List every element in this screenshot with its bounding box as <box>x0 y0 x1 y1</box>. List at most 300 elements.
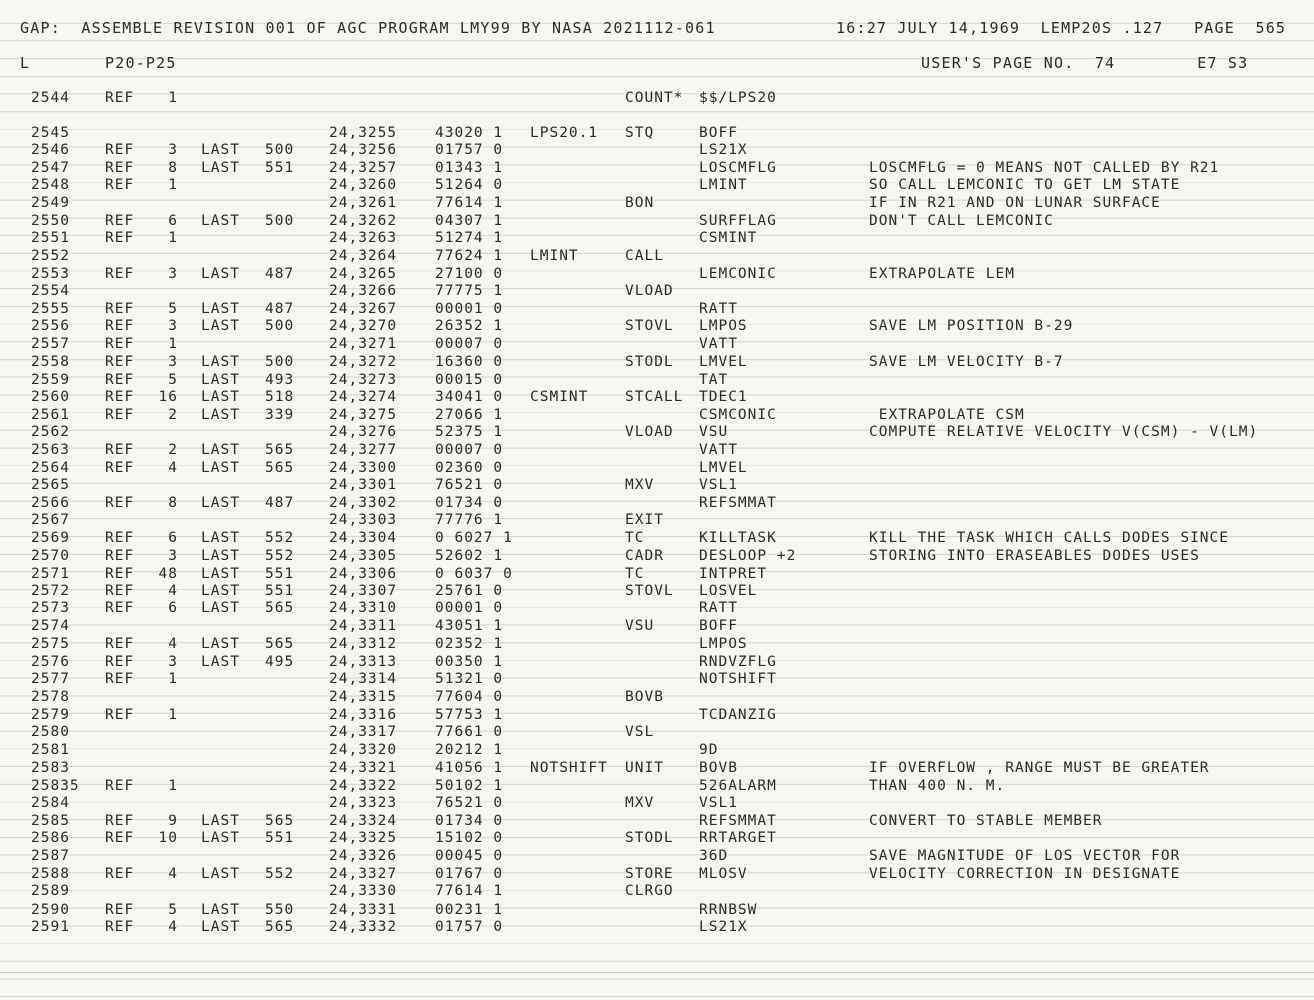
address: 24,3332 <box>329 919 398 935</box>
line-number: 2564 <box>31 460 70 476</box>
last-marker: LAST <box>201 530 240 546</box>
ref-count: 1 <box>168 707 178 723</box>
address: 24,3262 <box>329 213 398 229</box>
octal-code: 43020 1 <box>435 125 504 141</box>
line-number: 2571 <box>31 566 70 582</box>
address: 24,3320 <box>329 742 398 758</box>
line-number: 2558 <box>31 354 70 370</box>
header-title: GAP: ASSEMBLE REVISION 001 OF AGC PROGRAM LMY99 BY NASA 2021112-061 <box>20 19 716 37</box>
ref-marker: REF <box>105 566 135 582</box>
octal-code: 77661 0 <box>435 724 504 740</box>
octal-code: 0 6037 0 <box>435 566 513 582</box>
address: 24,3312 <box>329 636 398 652</box>
line-number: 2576 <box>31 654 70 670</box>
comment: DON'T CALL LEMCONIC <box>869 213 1054 229</box>
last-line: 487 <box>265 495 295 511</box>
listing-line <box>0 688 1314 706</box>
last-line: 487 <box>265 301 295 317</box>
operand: VSU <box>699 424 729 440</box>
octal-code: 51274 1 <box>435 230 504 246</box>
octal-code: 77604 0 <box>435 689 504 705</box>
octal-code: 16360 0 <box>435 354 504 370</box>
address: 24,3271 <box>329 336 398 352</box>
line-number: 2569 <box>31 530 70 546</box>
ref-marker: REF <box>105 213 135 229</box>
octal-code: 51264 0 <box>435 177 504 193</box>
ref-marker: REF <box>105 866 135 882</box>
last-marker: LAST <box>201 460 240 476</box>
operand: MLOSV <box>699 866 748 882</box>
listing-line <box>0 141 1314 159</box>
address: 24,3315 <box>329 689 398 705</box>
operand: LMVEL <box>699 354 748 370</box>
listing-line <box>0 406 1314 424</box>
address: 24,3310 <box>329 600 398 616</box>
line-number: 2560 <box>31 389 70 405</box>
address: 24,3325 <box>329 830 398 846</box>
operand: TAT <box>699 372 729 388</box>
ref-marker: REF <box>105 830 135 846</box>
ref-marker: REF <box>105 636 135 652</box>
operand: LEMCONIC <box>699 266 777 282</box>
opcode: VSL <box>625 724 655 740</box>
address: 24,3255 <box>329 125 398 141</box>
last-line: 493 <box>265 372 295 388</box>
last-line: 500 <box>265 213 295 229</box>
operand: TCDANZIG <box>699 707 777 723</box>
octal-code: 01734 0 <box>435 495 504 511</box>
octal-code: 20212 1 <box>435 742 504 758</box>
line-number: 2548 <box>31 177 70 193</box>
line-number: 2559 <box>31 372 70 388</box>
operand: LMVEL <box>699 460 748 476</box>
address: 24,3326 <box>329 848 398 864</box>
address: 24,3307 <box>329 583 398 599</box>
last-marker: LAST <box>201 813 240 829</box>
listing-line <box>0 653 1314 671</box>
line-number: 2574 <box>31 618 70 634</box>
operand: KILLTASK <box>699 530 777 546</box>
line-number: 2585 <box>31 813 70 829</box>
address: 24,3322 <box>329 778 398 794</box>
header-user-page: USER'S PAGE NO. 74 E7 S3 <box>921 54 1249 72</box>
octal-code: 76521 0 <box>435 795 504 811</box>
octal-code: 15102 0 <box>435 830 504 846</box>
last-line: 551 <box>265 566 295 582</box>
address: 24,3261 <box>329 195 398 211</box>
octal-code: 01757 0 <box>435 919 504 935</box>
ref-count: 3 <box>168 142 178 158</box>
operand: REFSMMAT <box>699 813 777 829</box>
last-marker: LAST <box>201 213 240 229</box>
operand: LOSCMFLG <box>699 160 777 176</box>
listing-line <box>0 388 1314 406</box>
operand: LMPOS <box>699 636 748 652</box>
operand: BOFF <box>699 618 738 634</box>
ref-count: 5 <box>168 902 178 918</box>
last-line: 565 <box>265 460 295 476</box>
opcode: CLRGO <box>625 883 674 899</box>
ref-marker: REF <box>105 583 135 599</box>
header-line-1 <box>0 19 1314 37</box>
listing-line <box>0 759 1314 777</box>
octal-code: 00007 0 <box>435 442 504 458</box>
address: 24,3276 <box>329 424 398 440</box>
last-line: 518 <box>265 389 295 405</box>
last-line: 565 <box>265 636 295 652</box>
label: LMINT <box>530 248 579 264</box>
label: NOTSHIFT <box>530 760 608 776</box>
octal-code: 50102 1 <box>435 778 504 794</box>
last-marker: LAST <box>201 354 240 370</box>
line-number: 2561 <box>31 407 70 423</box>
listing-line <box>0 706 1314 724</box>
octal-code: 0 6027 1 <box>435 530 513 546</box>
ref-marker: REF <box>105 778 135 794</box>
opcode: STCALL <box>625 389 684 405</box>
operand: 9D <box>699 742 719 758</box>
operand: BOFF <box>699 125 738 141</box>
listing-line <box>0 423 1314 441</box>
line-number: 2566 <box>31 495 70 511</box>
line-number: 2579 <box>31 707 70 723</box>
address: 24,3260 <box>329 177 398 193</box>
comment: EXTRAPOLATE CSM <box>869 407 1025 423</box>
line-number: 2554 <box>31 283 70 299</box>
comment: THAN 400 N. M. <box>869 778 1006 794</box>
ref-count: 5 <box>168 372 178 388</box>
opcode: CALL <box>625 248 664 264</box>
operand: CSMCONIC <box>699 407 777 423</box>
header-type: L <box>20 54 31 72</box>
operand: LOSVEL <box>699 583 758 599</box>
address: 24,3267 <box>329 301 398 317</box>
address: 24,3273 <box>329 372 398 388</box>
operand: TDEC1 <box>699 389 748 405</box>
operand: DESLOOP +2 <box>699 548 797 564</box>
header-timestamp-page: 16:27 JULY 14,1969 LEMP20S .127 PAGE 565 <box>836 19 1287 37</box>
label: CSMINT <box>530 389 589 405</box>
listing-line <box>0 317 1314 335</box>
ref-marker: REF <box>105 548 135 564</box>
last-marker: LAST <box>201 372 240 388</box>
ref-marker: REF <box>105 266 135 282</box>
listing-line <box>0 89 1314 107</box>
ref-count: 3 <box>168 654 178 670</box>
address: 24,3270 <box>329 318 398 334</box>
opcode: UNIT <box>625 760 664 776</box>
address: 24,3257 <box>329 160 398 176</box>
octal-code: 01767 0 <box>435 866 504 882</box>
line-number: 2572 <box>31 583 70 599</box>
listing-line <box>0 882 1314 900</box>
listing-line <box>0 494 1314 512</box>
opcode: EXIT <box>625 512 664 528</box>
line-number: 2544 <box>31 90 70 106</box>
listing-line <box>0 812 1314 830</box>
ref-marker: REF <box>105 160 135 176</box>
ref-count: 4 <box>168 460 178 476</box>
last-marker: LAST <box>201 600 240 616</box>
opcode: STOVL <box>625 583 674 599</box>
line-number: 2545 <box>31 125 70 141</box>
address: 24,3263 <box>329 230 398 246</box>
ref-count: 4 <box>168 583 178 599</box>
address: 24,3303 <box>329 512 398 528</box>
listing-line <box>0 124 1314 142</box>
listing-line <box>0 565 1314 583</box>
last-marker: LAST <box>201 407 240 423</box>
opcode: TC <box>625 530 645 546</box>
opcode: STODL <box>625 354 674 370</box>
last-marker: LAST <box>201 548 240 564</box>
ref-count: 4 <box>168 636 178 652</box>
ref-marker: REF <box>105 389 135 405</box>
address: 24,3331 <box>329 902 398 918</box>
line-number: 25835 <box>31 778 80 794</box>
listing-line <box>0 529 1314 547</box>
last-line: 487 <box>265 266 295 282</box>
last-line: 500 <box>265 318 295 334</box>
line-number: 2565 <box>31 477 70 493</box>
address: 24,3316 <box>329 707 398 723</box>
opcode: CADR <box>625 548 664 564</box>
listing-line <box>0 159 1314 177</box>
operand: RNDVZFLG <box>699 654 777 670</box>
ref-marker: REF <box>105 301 135 317</box>
operand: BOVB <box>699 760 738 776</box>
line-number: 2584 <box>31 795 70 811</box>
listing-line <box>0 918 1314 936</box>
comment: LOSCMFLG = 0 MEANS NOT CALLED BY R21 <box>869 160 1220 176</box>
ref-marker: REF <box>105 142 135 158</box>
operand: VATT <box>699 336 738 352</box>
ref-marker: REF <box>105 707 135 723</box>
ref-count: 2 <box>168 442 178 458</box>
operand: RRNBSW <box>699 902 758 918</box>
listing-line <box>0 300 1314 318</box>
ref-count: 1 <box>168 90 178 106</box>
last-line: 500 <box>265 142 295 158</box>
header-line-2 <box>0 54 1314 72</box>
operand: VSL1 <box>699 795 738 811</box>
operand: INTPRET <box>699 566 768 582</box>
listing-line <box>0 617 1314 635</box>
octal-code: 52375 1 <box>435 424 504 440</box>
ref-count: 3 <box>168 266 178 282</box>
operand: NOTSHIFT <box>699 671 777 687</box>
line-number: 2567 <box>31 512 70 528</box>
octal-code: 01343 1 <box>435 160 504 176</box>
address: 24,3323 <box>329 795 398 811</box>
octal-code: 00001 0 <box>435 600 504 616</box>
line-number: 2578 <box>31 689 70 705</box>
last-line: 552 <box>265 548 295 564</box>
opcode: VLOAD <box>625 424 674 440</box>
line-number: 2562 <box>31 424 70 440</box>
comment: COMPUTE RELATIVE VELOCITY V(CSM) - V(LM) <box>869 424 1259 440</box>
line-number: 2553 <box>31 266 70 282</box>
operand: 36D <box>699 848 729 864</box>
opcode: COUNT* <box>625 90 684 106</box>
operand: CSMINT <box>699 230 758 246</box>
address: 24,3324 <box>329 813 398 829</box>
octal-code: 00001 0 <box>435 301 504 317</box>
ref-count: 3 <box>168 318 178 334</box>
octal-code: 27100 0 <box>435 266 504 282</box>
listing-line <box>0 176 1314 194</box>
last-line: 551 <box>265 160 295 176</box>
last-line: 565 <box>265 600 295 616</box>
octal-code: 77614 1 <box>435 195 504 211</box>
opcode: MXV <box>625 477 655 493</box>
opcode: STORE <box>625 866 674 882</box>
ref-count: 3 <box>168 354 178 370</box>
line-number: 2546 <box>31 142 70 158</box>
opcode: STQ <box>625 125 655 141</box>
ref-marker: REF <box>105 318 135 334</box>
ref-marker: REF <box>105 902 135 918</box>
octal-code: 01757 0 <box>435 142 504 158</box>
label: LPS20.1 <box>530 125 599 141</box>
comment: SAVE LM POSITION B-29 <box>869 318 1074 334</box>
address: 24,3306 <box>329 566 398 582</box>
listing-line <box>0 441 1314 459</box>
operand: LS21X <box>699 919 748 935</box>
last-marker: LAST <box>201 495 240 511</box>
address: 24,3327 <box>329 866 398 882</box>
ref-marker: REF <box>105 372 135 388</box>
address: 24,3313 <box>329 654 398 670</box>
octal-code: 41056 1 <box>435 760 504 776</box>
octal-code: 27066 1 <box>435 407 504 423</box>
ref-count: 3 <box>168 548 178 564</box>
listing-line <box>0 847 1314 865</box>
line-number: 2552 <box>31 248 70 264</box>
octal-code: 00007 0 <box>435 336 504 352</box>
operand: VSL1 <box>699 477 738 493</box>
address: 24,3265 <box>329 266 398 282</box>
operand: $$/LPS20 <box>699 90 777 106</box>
opcode: STODL <box>625 830 674 846</box>
address: 24,3311 <box>329 618 398 634</box>
ref-count: 1 <box>168 230 178 246</box>
line-number: 2586 <box>31 830 70 846</box>
ref-marker: REF <box>105 177 135 193</box>
last-marker: LAST <box>201 160 240 176</box>
last-line: 551 <box>265 830 295 846</box>
ref-marker: REF <box>105 530 135 546</box>
comment: IF OVERFLOW , RANGE MUST BE GREATER <box>869 760 1210 776</box>
octal-code: 52602 1 <box>435 548 504 564</box>
opcode: MXV <box>625 795 655 811</box>
line-number: 2587 <box>31 848 70 864</box>
line-number: 2577 <box>31 671 70 687</box>
octal-code: 26352 1 <box>435 318 504 334</box>
header-section: P20-P25 <box>105 54 177 72</box>
listing-line <box>0 777 1314 795</box>
operand: LMINT <box>699 177 748 193</box>
octal-code: 77614 1 <box>435 883 504 899</box>
ref-marker: REF <box>105 813 135 829</box>
line-number: 2581 <box>31 742 70 758</box>
ref-count: 1 <box>168 778 178 794</box>
line-number: 2580 <box>31 724 70 740</box>
operand: RRTARGET <box>699 830 777 846</box>
ref-marker: REF <box>105 90 135 106</box>
last-line: 500 <box>265 354 295 370</box>
last-marker: LAST <box>201 389 240 405</box>
line-number: 2556 <box>31 318 70 334</box>
comment: SO CALL LEMCONIC TO GET LM STATE <box>869 177 1181 193</box>
last-marker: LAST <box>201 566 240 582</box>
last-line: 552 <box>265 866 295 882</box>
listing-line <box>0 335 1314 353</box>
last-line: 550 <box>265 902 295 918</box>
octal-code: 43051 1 <box>435 618 504 634</box>
listing-line <box>0 194 1314 212</box>
listing-line <box>0 599 1314 617</box>
ref-count: 8 <box>168 495 178 511</box>
octal-code: 02360 0 <box>435 460 504 476</box>
octal-code: 57753 1 <box>435 707 504 723</box>
listing-line <box>0 723 1314 741</box>
ref-count: 6 <box>168 600 178 616</box>
octal-code: 00231 1 <box>435 902 504 918</box>
octal-code: 01734 0 <box>435 813 504 829</box>
opcode: VLOAD <box>625 283 674 299</box>
listing-line <box>0 212 1314 230</box>
operand: SURFFLAG <box>699 213 777 229</box>
line-number: 2583 <box>31 760 70 776</box>
octal-code: 00045 0 <box>435 848 504 864</box>
line-number: 2547 <box>31 160 70 176</box>
last-line: 552 <box>265 530 295 546</box>
last-line: 495 <box>265 654 295 670</box>
ref-count: 1 <box>168 336 178 352</box>
listing-line <box>0 670 1314 688</box>
octal-code: 04307 1 <box>435 213 504 229</box>
octal-code: 77775 1 <box>435 283 504 299</box>
line-number: 2575 <box>31 636 70 652</box>
address: 24,3277 <box>329 442 398 458</box>
address: 24,3266 <box>329 283 398 299</box>
address: 24,3314 <box>329 671 398 687</box>
comment: IF IN R21 AND ON LUNAR SURFACE <box>869 195 1161 211</box>
octal-code: 34041 0 <box>435 389 504 405</box>
opcode: STOVL <box>625 318 674 334</box>
address: 24,3302 <box>329 495 398 511</box>
ref-count: 1 <box>168 177 178 193</box>
address: 24,3264 <box>329 248 398 264</box>
address: 24,3304 <box>329 530 398 546</box>
last-marker: LAST <box>201 318 240 334</box>
last-line: 565 <box>265 919 295 935</box>
line-number: 2563 <box>31 442 70 458</box>
ref-marker: REF <box>105 495 135 511</box>
address: 24,3300 <box>329 460 398 476</box>
ref-marker: REF <box>105 919 135 935</box>
listing-line <box>0 865 1314 883</box>
listing-line <box>0 547 1314 565</box>
ref-marker: REF <box>105 460 135 476</box>
comment: EXTRAPOLATE LEM <box>869 266 1015 282</box>
ref-count: 5 <box>168 301 178 317</box>
last-marker: LAST <box>201 866 240 882</box>
ref-count: 4 <box>168 919 178 935</box>
address: 24,3275 <box>329 407 398 423</box>
opcode: BON <box>625 195 655 211</box>
